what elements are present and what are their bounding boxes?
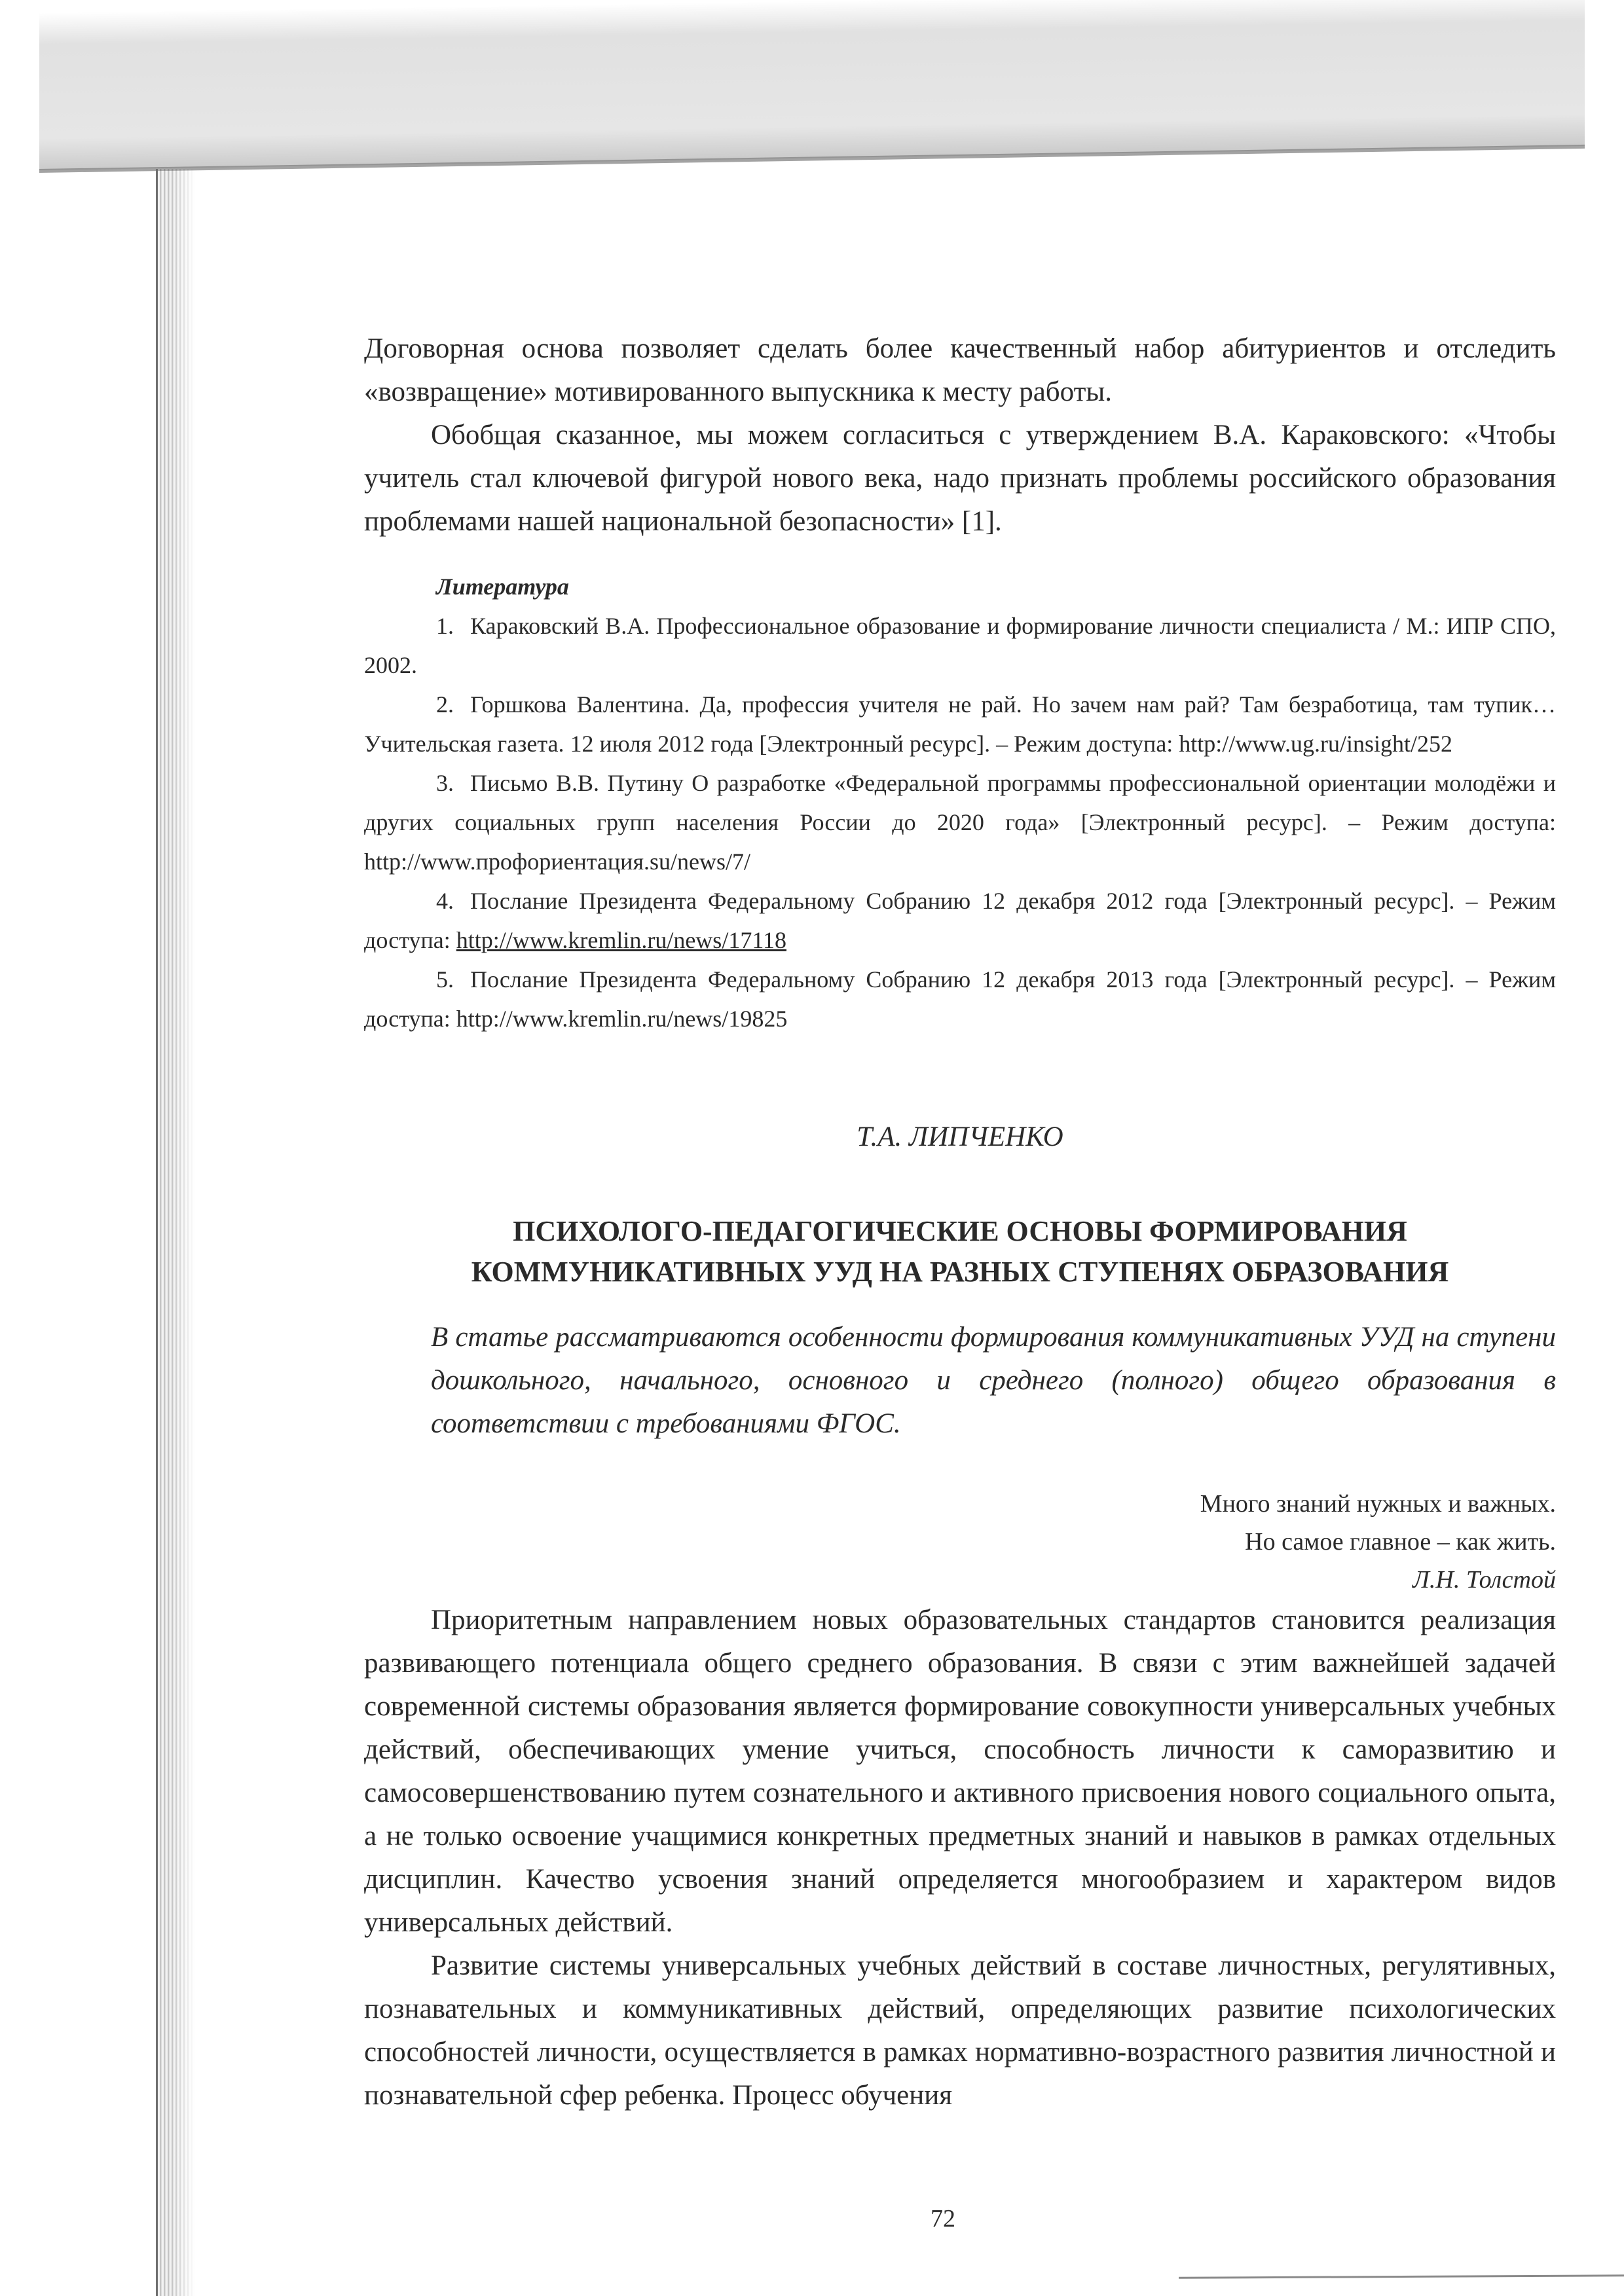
reference-text: Горшкова Валентина. Да, профессия учителя не рай. Но зачем нам рай? Там безработица, там тупик…Учительская газета. 12 июля 2012 года [Электронный ресурс]. – Режим доступа: http://www.ug.ru/insight/252 [364,691,1556,757]
paragraph: Обобщая сказанное, мы можем согласиться с утверждением В.А. Караковского: «Чтобы учитель стал ключевой фигурой нового века, надо признать проблемы российского образования проблемами нашей национальной безопасности» [1]. [364,420,1556,537]
reference-number: 2. [436,691,454,718]
reference-item [364,763,1556,881]
epigraph-line: Много знаний нужных и важных. [1200,1490,1556,1518]
literature-heading: Литература [436,574,569,600]
reference-number: 4. [436,888,454,914]
article-title [364,1211,1556,1292]
document-page [364,327,1556,2117]
reference-number: 3. [436,770,454,796]
page-number [0,2204,1624,2233]
previous-article-ending [364,327,1556,543]
reference-link[interactable]: http://www.kremlin.ru/news/17118 [456,927,786,953]
reference-item [364,960,1556,1038]
epigraph-line: Но самое главное – как жить. [1245,1528,1556,1556]
literature-section [364,567,1556,1038]
reference-item [364,606,1556,685]
scan-bottom-edge [1179,2274,1624,2279]
epigraph [364,1485,1556,1599]
scan-binding-shadow [156,169,195,2296]
reference-text: Караковский В.А. Профессиональное образование и формирование личности специалиста / М.: ИПР СПО, 2002. [364,613,1556,678]
paragraph: Развитие системы универсальных учебных действий в составе личностных, регулятивных, познавательных и коммуникативных действий, определяющих развитие психологических способностей личности, осуществляется в рамках нормативно-возрастного развития личностной и познавательной сфер ребенка. Процесс обучения [364,1950,1556,2111]
paragraph: Договорная основа позволяет сделать более качественный набор абитуриентов и отследить «возвращение» мотивированного выпускника к месту работы. [364,333,1556,407]
reference-number: 1. [436,613,454,639]
scan-shadow-top [39,0,1585,170]
epigraph-attribution: Л.Н. Толстой [1412,1566,1556,1594]
reference-number: 5. [436,966,454,993]
paragraph: Приоритетным направлением новых образовательных стандартов становится реализация развивающего потенциала общего среднего образования. В связи с этим важнейшей задачей современной системы образования является формирование совокупности универсальных учебных действий, обеспечивающих умение учиться, способность личности к саморазвитию и самосовершенствованию путем сознательного и активного присвоения нового социального опыта, а не только освоение учащимися конкретных предметных знаний и навыков в рамках отдельных дисциплин. Качество усвоения знаний определяется многообразием и характером видов универсальных действий. [364,1605,1556,1938]
article-title-line: КОММУНИКАТИВНЫХ УУД НА РАЗНЫХ СТУПЕНЯХ ОБРАЗОВАНИЯ [471,1256,1449,1288]
scan-binding-edge [156,169,158,2296]
reference-text: Послание Президента Федеральному Собранию 12 декабря 2013 года [Электронный ресурс]. – Режим доступа: http://www.kremlin.ru/news/19825 [364,966,1556,1032]
article-abstract: В статье рассматриваются особенности формирования коммуникативных УУД на ступени дошкольного, начального, основного и среднего (полного) общего образования в соответствии с требованиями ФГОС. [431,1322,1556,1439]
article-author: Т.А. ЛИПЧЕНКО [857,1121,1063,1152]
reference-text: Послание Президента Федеральному Собранию 12 декабря 2012 года [Электронный ресурс]. – Режим доступа: [364,888,1556,953]
reference-item [364,685,1556,763]
reference-item [364,881,1556,960]
page-number-text: 72 [931,2205,955,2232]
article [364,1116,1556,2117]
article-title-line: ПСИХОЛОГО-ПЕДАГОГИЧЕСКИЕ ОСНОВЫ ФОРМИРОВАНИЯ [513,1215,1407,1247]
reference-text: Письмо В.В. Путину О разработке «Федеральной программы профессиональной ориентации молодёжи и других социальных групп населения России до 2020 года» [Электронный ресурс]. – Режим доступа: http://www.профориентация.su/news/7/ [364,770,1556,875]
